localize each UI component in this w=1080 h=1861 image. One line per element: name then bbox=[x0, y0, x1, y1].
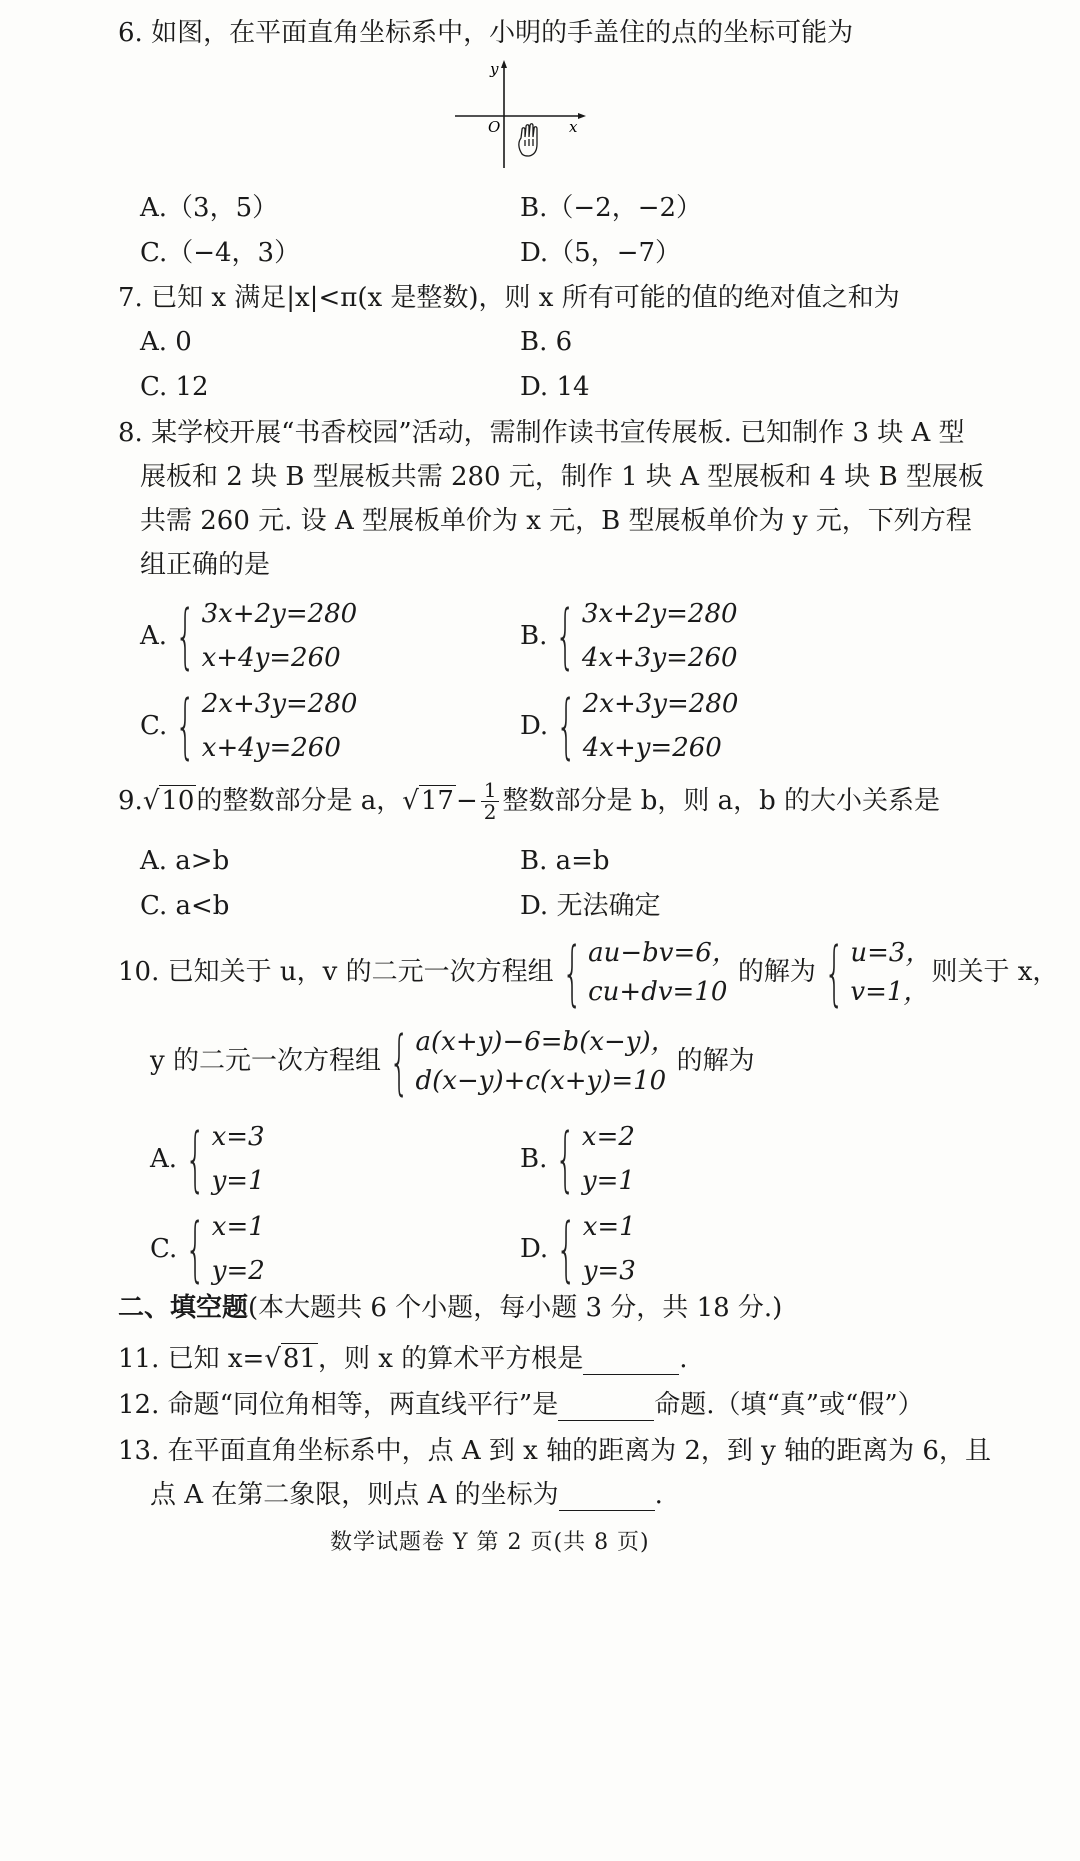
equation: 2x+3y=280 bbox=[201, 689, 358, 719]
equation: 3x+2y=280 bbox=[201, 599, 358, 629]
q8-option-d bbox=[520, 682, 738, 770]
q12-text-2: 命题.（填“真”或“假”） bbox=[654, 1390, 924, 1420]
q9-option-d: D. 无法确定 bbox=[520, 891, 661, 921]
left-brace: { bbox=[556, 1208, 577, 1291]
section-2-heading bbox=[118, 1293, 782, 1324]
equation: 4x+3y=260 bbox=[581, 643, 738, 674]
equation: y=1 bbox=[581, 1166, 635, 1197]
equation: v=1， bbox=[850, 977, 930, 1007]
q8-line-3: 共需 260 元. 设 A 型展板单价为 x 元，B 型展板单价为 y 元，下列方程 bbox=[140, 506, 972, 536]
q6-option-a: A.（3，5） bbox=[140, 193, 279, 223]
option-label: A. bbox=[150, 1143, 178, 1174]
q7-option-a: A. 0 bbox=[140, 327, 192, 357]
q6-stem: 6. 如图，在平面直角坐标系中，小明的手盖住的点的坐标可能为 bbox=[118, 18, 854, 48]
option-label: A. bbox=[140, 620, 168, 651]
x-axis-label: x bbox=[569, 118, 578, 136]
q10-option-b bbox=[520, 1115, 635, 1203]
equation: au−bv=6， bbox=[588, 938, 738, 968]
option-label: C. bbox=[140, 710, 168, 741]
q9-option-a: A. a>b bbox=[140, 846, 230, 876]
equation: y=2 bbox=[211, 1256, 265, 1287]
q13-line-2 bbox=[150, 1480, 663, 1511]
q10-option-d bbox=[520, 1205, 636, 1293]
q7-stem: 7. 已知 x 满足|x|<π(x 是整数)，则 x 所有可能的值的绝对值之和为 bbox=[118, 283, 900, 313]
equation: x=1 bbox=[582, 1212, 636, 1242]
answer-blank[interactable] bbox=[583, 1352, 679, 1375]
q10-text-3: 则关于 x， bbox=[931, 957, 1059, 988]
option-label: D. bbox=[520, 1233, 549, 1264]
equation: y=1 bbox=[211, 1166, 265, 1197]
equation: x=3 bbox=[211, 1122, 265, 1152]
left-brace: { bbox=[185, 1208, 206, 1291]
option-label: B. bbox=[520, 1143, 548, 1174]
y-axis-arrow bbox=[501, 60, 507, 68]
q13-text: 点 A 在第二象限，则点 A 的坐标为 bbox=[150, 1480, 559, 1510]
option-label: D. bbox=[520, 710, 549, 741]
answer-blank[interactable] bbox=[558, 1398, 654, 1421]
section-note: (本大题共 6 个小题，每小题 3 分，共 18 分.) bbox=[248, 1293, 783, 1323]
origin-label: O bbox=[488, 118, 501, 136]
equation: x+4y=260 bbox=[201, 733, 341, 764]
left-brace: { bbox=[185, 1118, 206, 1201]
q11-end: . bbox=[679, 1344, 688, 1374]
page-footer: 数学试题卷 Y 第 2 页(共 8 页) bbox=[330, 1530, 650, 1555]
section-title: 二、填空题 bbox=[118, 1293, 249, 1323]
sqrt-10: √10 bbox=[142, 785, 195, 816]
q12 bbox=[118, 1390, 924, 1421]
left-brace: { bbox=[389, 1021, 410, 1103]
left-brace: { bbox=[555, 1118, 576, 1201]
q7-option-d: D. 14 bbox=[520, 372, 590, 402]
left-brace: { bbox=[175, 595, 196, 678]
equation: x=1 bbox=[211, 1212, 265, 1242]
sqrt-81: √81 bbox=[264, 1344, 316, 1374]
equation: cu+dv=10 bbox=[588, 977, 728, 1007]
hand-icon bbox=[519, 124, 537, 156]
q11-text-1: 11. 已知 x= bbox=[118, 1344, 265, 1374]
q8-line-2: 展板和 2 块 B 型展板共需 280 元，制作 1 块 A 型展板和 4 块 B 型展板 bbox=[140, 462, 984, 492]
equation: x=2 bbox=[581, 1122, 635, 1152]
q10-text-5: 的解为 bbox=[676, 1046, 755, 1077]
q6-option-c: C.（−4，3） bbox=[140, 238, 301, 268]
equation: y=3 bbox=[582, 1256, 636, 1287]
left-brace: { bbox=[175, 685, 196, 768]
q8-line-1: 8. 某学校开展“书香校园”活动，需制作读书宣传展板. 已知制作 3 块 A 型 bbox=[118, 418, 965, 448]
q10-text-2: 的解为 bbox=[737, 957, 816, 988]
q10-option-a bbox=[150, 1115, 265, 1203]
q9-text-2: 整数部分是 b，则 a，b 的大小关系是 bbox=[502, 785, 941, 816]
q11 bbox=[118, 1344, 687, 1375]
equation: a(x+y)−6=b(x−y)， bbox=[415, 1027, 677, 1057]
q6-coordinate-figure bbox=[450, 58, 590, 178]
q10-line-2 bbox=[150, 1023, 755, 1101]
q13-end: . bbox=[654, 1480, 663, 1510]
q8-option-b bbox=[520, 592, 738, 680]
q9-number: 9. bbox=[118, 785, 143, 816]
x-axis-arrow bbox=[578, 113, 586, 119]
q8-option-a bbox=[140, 592, 357, 680]
left-brace: { bbox=[556, 685, 577, 768]
option-label: C. bbox=[150, 1233, 178, 1264]
q10-line-1 bbox=[118, 934, 1058, 1012]
q12-text-1: 12. 命题“同位角相等，两直线平行”是 bbox=[118, 1390, 559, 1420]
left-brace: { bbox=[824, 932, 845, 1014]
y-axis-label: y bbox=[490, 60, 499, 78]
q13-line-1: 13. 在平面直角坐标系中，点 A 到 x 轴的距离为 2，到 y 轴的距离为 6，且 bbox=[118, 1436, 991, 1466]
q8-line-4: 组正确的是 bbox=[140, 550, 271, 580]
sqrt-17: √17 bbox=[402, 785, 454, 816]
q10-option-c bbox=[150, 1205, 265, 1293]
q6-option-b: B.（−2，−2） bbox=[520, 193, 703, 223]
q10-text-4: y 的二元一次方程组 bbox=[150, 1046, 381, 1077]
option-label: B. bbox=[520, 620, 548, 651]
q8-option-c bbox=[140, 682, 357, 770]
q11-text-2: ，则 x 的算术平方根是 bbox=[318, 1344, 584, 1374]
q7-option-c: C. 12 bbox=[140, 372, 209, 402]
equation: x+4y=260 bbox=[201, 643, 341, 674]
left-brace: { bbox=[561, 932, 582, 1014]
equation: 3x+2y=280 bbox=[581, 599, 738, 629]
q6-option-d: D.（5，−7） bbox=[520, 238, 682, 268]
equation: 2x+3y=280 bbox=[582, 689, 739, 719]
fraction-one-half: $\frac{1}{2}$ bbox=[481, 780, 500, 823]
q9-option-c: C. a<b bbox=[140, 891, 230, 921]
equation: 4x+y=260 bbox=[582, 733, 722, 764]
answer-blank[interactable] bbox=[559, 1488, 655, 1511]
q7-option-b: B. 6 bbox=[520, 327, 573, 357]
equation: u=3， bbox=[850, 938, 932, 968]
q9-option-b: B. a=b bbox=[520, 846, 610, 876]
q10-text-1: 10. 已知关于 u，v 的二元一次方程组 bbox=[118, 957, 554, 988]
minus-sign: − bbox=[455, 785, 478, 816]
left-brace: { bbox=[555, 595, 576, 678]
q9-text-1: 的整数部分是 a， bbox=[196, 785, 403, 816]
equation: d(x−y)+c(x+y)=10 bbox=[415, 1066, 667, 1096]
q9-stem bbox=[118, 780, 940, 823]
